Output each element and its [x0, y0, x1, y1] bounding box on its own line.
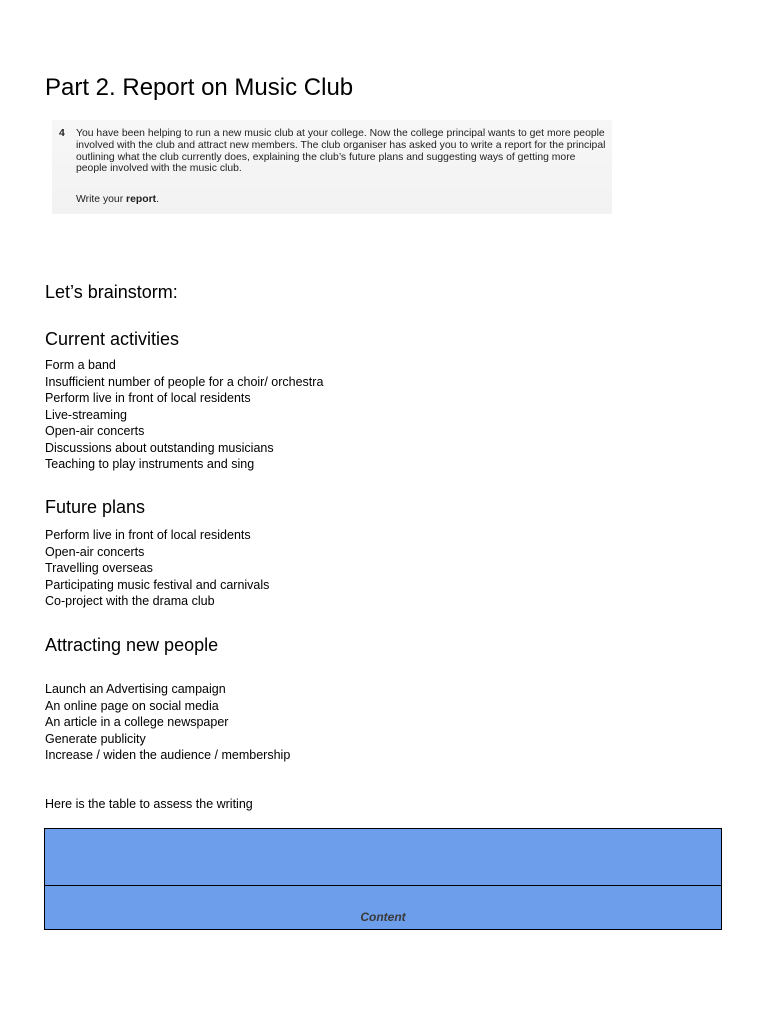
list-item: Perform live in front of local residents: [45, 528, 251, 542]
table-intro: Here is the table to assess the writing: [45, 797, 253, 811]
content-label: Content: [360, 909, 406, 924]
section-heading-future-plans: Future plans: [45, 497, 146, 517]
task-instruction: [76, 194, 159, 206]
list-item: Perform live in front of local residents: [45, 391, 251, 405]
task-prompt-image: [52, 120, 612, 214]
list-item: Teaching to play instruments and sing: [45, 457, 255, 471]
list-item: Launch an Advertising campaign: [45, 682, 226, 696]
current-activities-list: [45, 357, 323, 473]
task-description: You have been helping to run a new music club at your college. Now the college principal wants to get more people involved with the club and attract new members. The club organiser has asked you to write a report for the principal outlining what the club currently does, explaining the club’s future plans and suggesting ways of getting more people involved with the music club.: [76, 128, 606, 175]
list-item: An online page on social media: [45, 698, 219, 713]
table-cell-content: [45, 886, 722, 930]
list-item: An article in a college newspaper: [45, 715, 229, 729]
section-heading-attracting-new-people: Attracting new people: [45, 635, 219, 655]
brainstorm-heading: Let’s brainstorm:: [45, 282, 178, 302]
list-item: Generate publicity: [45, 731, 146, 746]
list-item: Insufficient number of people for a choir/ orchestra: [45, 374, 324, 389]
list-item: Form a band: [45, 358, 116, 372]
list-item: Increase / widen the audience / membership: [45, 748, 291, 762]
task-instruction-prefix: Write your: [76, 194, 127, 205]
list-item: Open-air concerts: [45, 424, 145, 438]
list-item: Travelling overseas: [45, 561, 153, 575]
task-number: 4: [59, 128, 65, 139]
task-instruction-suffix: .: [156, 194, 159, 205]
list-item: Discussions about outstanding musicians: [45, 440, 274, 455]
task-instruction-bold: report: [126, 194, 157, 205]
table-row: [45, 829, 722, 886]
list-item: Participating music festival and carnivals: [45, 577, 270, 592]
table-row: [45, 886, 722, 930]
list-item: Co-project with the drama club: [45, 594, 215, 608]
section-heading-current-activities: Current activities: [45, 329, 180, 349]
attracting-new-people-list: [45, 681, 290, 764]
future-plans-list: [45, 527, 269, 610]
assessment-table: [44, 828, 722, 930]
list-item: Live-streaming: [45, 407, 127, 422]
page-title: Part 2. Report on Music Club: [45, 74, 354, 101]
table-header-cell: [45, 829, 722, 886]
list-item: Open-air concerts: [45, 544, 145, 559]
